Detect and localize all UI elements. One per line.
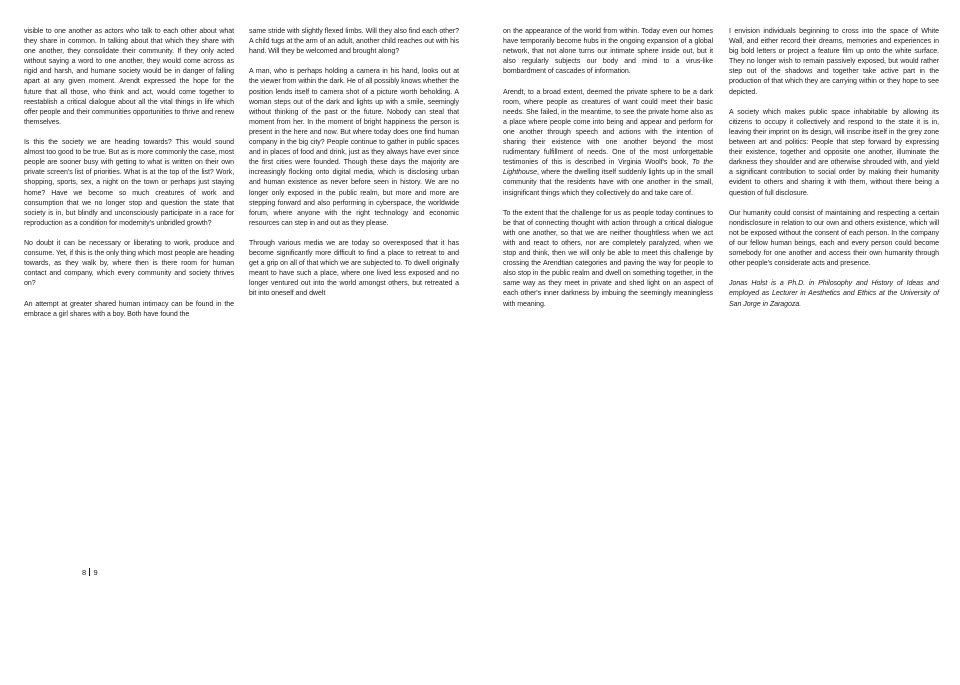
paragraph: Arendt, to a broad extent, deemed the private sphere to be a dark room, where people as creatures of want could meet their basic needs. She failed, in the meantime, to see the private home also as a place where people come into being and appear and perform for one another through speech and actions with the intention of sharing their existence with one another beyond the most rudimentary fulfillment of needs. One of the most unforgettable testimonies of this is described in Virginia Woolf's book, To the Lighthouse, where the dwelling itself suddenly lights up in the small community that the residents have with one another in the small, insignificant things which they collectively do and take care of.: [503, 88, 714, 197]
paragraph: visible to one another as actors who talk to each other about what they share in common. In talking about that which they share with one another, they consolidate their community. If they only acted without saying a word to one another, they would come across as rigid and harsh, and humane society would be in danger of falling apart at any given moment. Arendt expressed the hope for the future that all those, who think and act, would come together to reestablish a critical dialogue about all the vital things in life which offer people and their communities opportunities to thrive and renew themselves.: [24, 28, 234, 126]
page-number-right: 9: [93, 568, 98, 577]
page-number-divider: [89, 568, 90, 576]
paragraph: same stride with slightly flexed limbs. Will they also find each other? A child tugs at the arm of an adult, another child reaches out with his hand. Will they be welcomed and brought along?: [249, 28, 459, 56]
author-bio: Jonas Holst is a Ph.D. in Philosophy and History of Ideas and employed as Lecturer in Aesthetics and Ethics at the University of San Jorge in Zaragoza.: [729, 280, 939, 308]
paragraph: Is this the society we are heading towards? This would sound almost too good to be true. But as is more commonly the case, most people are sooner busy with getting to what is written on their own private screen's list of priorities. What is at the top of the list? Work, shopping, sports, sex, a night on the town or perhaps just staying home? Have we become so much creatures of work and consumption that we no longer stop and question the state that society is in, but blindly and unconsciously participate in a race for reproduction as a condition for modernity's unbridled growth?: [24, 139, 234, 227]
paragraph: I envision individuals beginning to cross into the space of White Wall, and either record their dreams, memories and experiences in big bold letters or project a feature film up onto the white surface. They no longer wish to remain passively exposed, but would rather step out of the shadows and together take active part in the production of that which they are carrying within or they hope to see depicted.: [729, 28, 939, 96]
paragraph: Our humanity could consist of maintaining and respecting a certain nondisclosure in relation to our own and others existence, which will not be exposed without the consent of each person. In the company of our fellow human beings, each and every person could become somebody for one another and access their own humanity through other people's considerate acts and presence.: [729, 209, 939, 268]
text-column-2: [249, 27, 459, 300]
paragraph: A man, who is perhaps holding a camera in his hand, looks out at the viewer from within the dark. He of all possibly knows whether the position lends itself to camera shot of a picture worth beholding. A woman steps out of the dark and lights up with a smile, seemingly without thinking of the past or the future. Nobody can steal that moment from her. In the moment of bright happiness the person is present in the here and now. But where today does one find human company in the big city? People continue to gather in public spaces and in places of food and drink, just as they always have ever since the first cities were founded. Though these days the majority are increasingly flocking onto digital media, which is disclosing urban and human existence as never before seen in history. We are no longer only exposed in the public realm, but more and more are stepping forward and also performing in cyberspace, the worldwide forum, where anyone with the right technology and economic resources can step in and out as they please.: [249, 68, 460, 227]
page-number-left: 8: [82, 568, 87, 577]
text-column-3: [503, 27, 713, 310]
paragraph: An attempt at greater shared human intimacy can be found in the embrace a girl shares with a boy. Both have found the: [24, 300, 234, 318]
paragraph: Through various media we are today so overexposed that it has become significantly more difficult to find a place to retreat to and get a grip on all of that which we are subjected to. To dwell originally meant to have such a place, where one lived less exposed and no longer ventured out into the world amongst others, but retreated a bit into oneself and dwelt: [249, 239, 459, 298]
book-title: To the Lighthouse: [503, 159, 714, 177]
paragraph: on the appearance of the world from within. Today even our homes have temporarily become hubs in the ongoing expansion of a global network, that not alone turns our intimate sphere inside out, but it also regularly subjects our body and mind to a virus-like bombardment of cascades of information.: [503, 28, 713, 76]
paragraph: To the extent that the challenge for us as people today continues to be that of connecting thought with action through a critical dialogue with one another, so that we are neither thoughtless when we act with and react to others, nor are completely paralyzed, when we stop and think, then we will only be able to meet this challenge by crossing the Arendtian categories and paving the way for people to also stop in the public realm and dwell on something together, in the same way as they meet in private and shed light on an aspect of each other's inner darkness by imbuing the seemingly meaningless with meaning.: [503, 209, 713, 308]
paragraph: No doubt it can be necessary or liberating to work, produce and consume. Yet, if this is the only thing which most people are heading towards, as they walk by, where then is there room for human contact and company, which every community and society thrives on?: [24, 239, 234, 288]
text-column-4: [729, 27, 939, 310]
paragraph: A society which makes public space inhabitable by allowing its citizens to occupy it collectively and respond to the state it is in, leaving their imprint on its design, will inscribe itself in the grey zone between art and politics: People that step forward by expressing their existence, together and opposite one another, illuminate the darkness they shoulder and are otherwise shrouded with, and yield a significant contribution to social order by making their humanity evident to others and sharing it with them, without there being a question of full disclosure.: [729, 108, 939, 197]
text-column-1: [24, 27, 234, 320]
page-numbers: [82, 568, 98, 577]
